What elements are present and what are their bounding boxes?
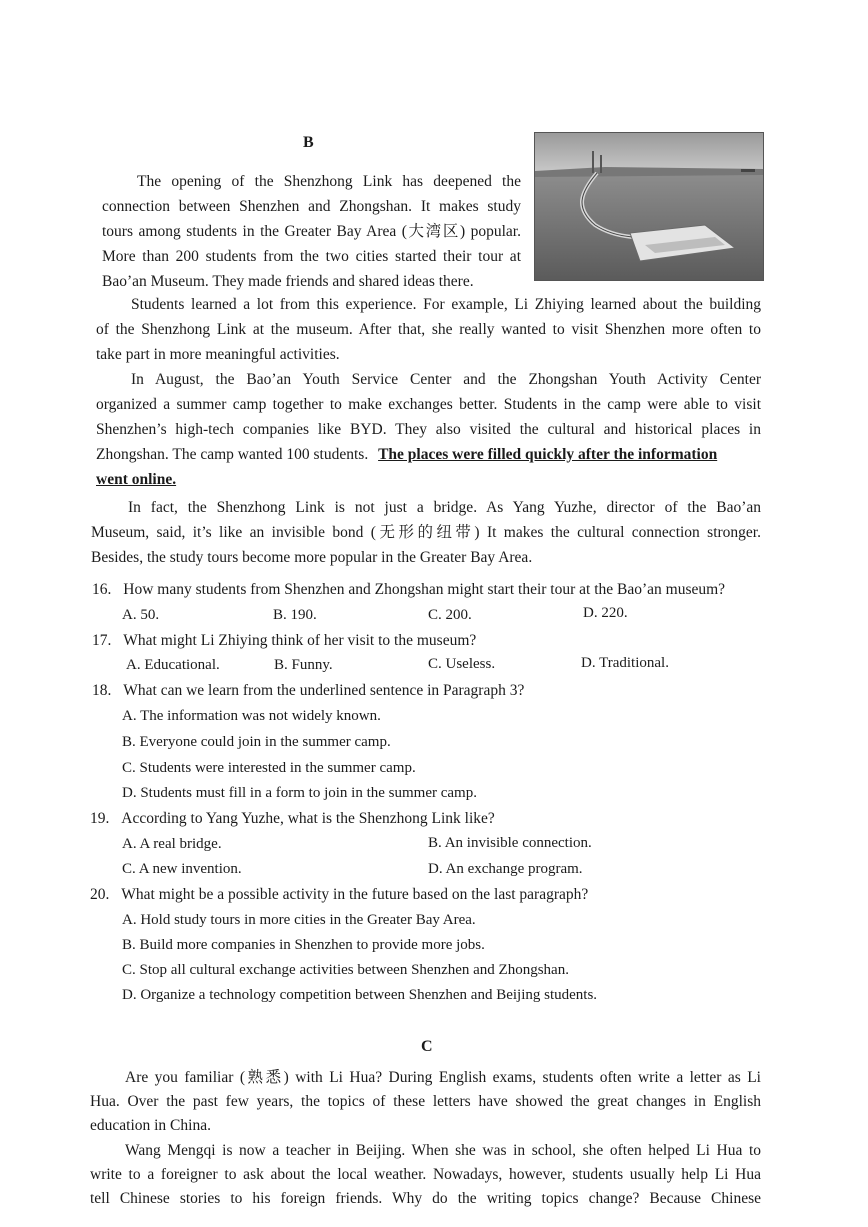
option-20b[interactable] [122, 937, 485, 954]
option-label: B. [122, 937, 136, 953]
option-text: Stop all cultural exchange activities between Shenzhen and Zhongshan. [139, 962, 569, 978]
option-text: An invisible connection. [444, 835, 592, 851]
question-text: What can we learn from the underlined sentence in Paragraph 3? [123, 682, 525, 699]
option-label: C. [122, 962, 136, 978]
option-label: C. [428, 656, 442, 672]
bridge-photo [534, 132, 764, 281]
section-c-p2-line: Wang Mengqi is now a teacher in Beijing. When she was in school, she often helped Li Hua to [125, 1142, 761, 1159]
option-label: A. [122, 607, 137, 623]
section-b-p3-line: Shenzhen’s high-tech companies like BYD. They also visited the cultural and historical places in [96, 421, 761, 438]
section-b-p1-line: tours among students in the Greater Bay Area (大湾区) popular. [102, 223, 521, 240]
question-17 [92, 632, 476, 650]
option-text: 190. [290, 607, 317, 623]
question-text: What might Li Zhiying think of her visit to the museum? [123, 632, 477, 649]
option-text: Build more companies in Shenzhen to provide more jobs. [139, 937, 485, 953]
option-label: B. [273, 607, 287, 623]
question-18 [92, 682, 524, 700]
option-16b[interactable] [273, 607, 317, 624]
option-text: 200. [445, 607, 472, 623]
option-text: A real bridge. [139, 836, 222, 852]
option-17a[interactable] [126, 657, 220, 674]
option-label: C. [122, 760, 136, 776]
option-16a[interactable] [122, 607, 159, 624]
option-text: Students were interested in the summer camp. [139, 760, 416, 776]
option-text: Everyone could join in the summer camp. [139, 734, 391, 750]
option-18b[interactable] [122, 734, 391, 751]
question-text: How many students from Shenzhen and Zhongshan might start their tour at the Bao’an museum? [123, 581, 726, 598]
section-b-p1-line: Bao’an Museum. They made friends and shared ideas there. [102, 273, 474, 290]
option-19b[interactable] [428, 835, 592, 852]
section-c-p1-line: Hua. Over the past few years, the topics of these letters have showed the great changes in English [90, 1093, 761, 1110]
option-text: 50. [140, 607, 160, 623]
option-label: D. [583, 605, 598, 621]
option-text: Useless. [445, 656, 496, 672]
section-b-p4-line: In fact, the Shenzhong Link is not just a bridge. As Yang Yuzhe, director of the Bao’an [128, 499, 761, 516]
option-20d[interactable] [122, 987, 597, 1004]
question-number: 17. [92, 632, 112, 649]
section-b-p3-plain-text: Zhongshan. The camp wanted 100 students. [96, 446, 369, 463]
option-label: A. [122, 912, 137, 928]
question-number: 20. [90, 886, 110, 903]
option-18a[interactable] [122, 708, 381, 725]
section-b-p4-line: Museum, said, it’s like an invisible bond (无形的纽带) It makes the cultural connection stronger. [91, 524, 761, 541]
section-b-p1-line: More than 200 students from the two cities started their tour at [102, 248, 521, 265]
section-c-p1-line: education in China. [90, 1117, 211, 1134]
option-17c[interactable] [428, 656, 495, 673]
option-label: A. [126, 657, 141, 673]
section-b-p3-line-4 [96, 442, 761, 467]
underlined-sentence-end: went online. [96, 471, 177, 488]
option-label: A. [122, 708, 137, 724]
question-19 [90, 810, 495, 828]
option-19d[interactable] [428, 861, 583, 878]
question-20 [90, 886, 588, 904]
option-label: B. [274, 657, 288, 673]
section-b-p3-line: In August, the Bao’an Youth Service Center and the Zhongshan Youth Activity Center [131, 371, 761, 388]
section-b-p1-line: connection between Shenzhen and Zhongshan. It makes study [102, 198, 521, 215]
option-text: Traditional. [599, 655, 669, 671]
section-c-p2-line: write to a foreigner to ask about the local weather. Nowadays, however, students usually help Li Hua [90, 1166, 761, 1183]
option-17b[interactable] [274, 657, 333, 674]
option-text: A new invention. [138, 861, 242, 877]
section-b-p4-line: Besides, the study tours become more popular in the Greater Bay Area. [91, 549, 533, 566]
option-label: A. [122, 836, 137, 852]
option-20a[interactable] [122, 912, 476, 929]
option-label: D. [122, 785, 137, 801]
question-number: 19. [90, 810, 110, 827]
option-label: D. [428, 861, 443, 877]
option-label: D. [581, 655, 596, 671]
option-19c[interactable] [122, 861, 242, 878]
option-18d[interactable] [122, 785, 477, 802]
option-19a[interactable] [122, 836, 222, 853]
option-text: An exchange program. [445, 861, 583, 877]
option-label: B. [428, 835, 442, 851]
option-text: Educational. [144, 657, 220, 673]
option-text: Funny. [291, 657, 333, 673]
option-text: Students must fill in a form to join in the summer camp. [140, 785, 477, 801]
option-20c[interactable] [122, 962, 569, 979]
section-c-p2-line: tell Chinese stories to his foreign friends. Why do the writing topics change? Because Chinese [90, 1190, 761, 1207]
section-b-p2-line: take part in more meaningful activities. [96, 346, 340, 363]
question-text: What might be a possible activity in the future based on the last paragraph? [121, 886, 589, 903]
question-16 [92, 581, 725, 599]
question-number: 18. [92, 682, 112, 699]
section-b-p1-line: The opening of the Shenzhong Link has deepened the [137, 173, 521, 190]
option-label: D. [122, 987, 137, 1003]
question-text: According to Yang Yuzhe, what is the Shenzhong Link like? [121, 810, 495, 827]
option-18c[interactable] [122, 760, 416, 777]
question-number: 16. [92, 581, 112, 598]
section-c-p1-line: Are you familiar (熟悉) with Li Hua? During English exams, students often write a letter as Li [125, 1069, 761, 1086]
section-b-p2-line: Students learned a lot from this experience. For example, Li Zhiying learned about the building [131, 296, 761, 313]
option-16d[interactable] [583, 605, 628, 622]
option-17d[interactable] [581, 655, 669, 672]
option-16c[interactable] [428, 607, 472, 624]
bridge-illustration [535, 133, 763, 280]
option-label: C. [122, 861, 136, 877]
underlined-sentence: The places were filled quickly after the information [378, 446, 718, 463]
option-text: Organize a technology competition between Shenzhen and Beijing students. [140, 987, 598, 1003]
section-b-p3-line: organized a summer camp together to make exchanges better. Students in the camp were able to visit [96, 396, 761, 413]
section-b-p2-line: of the Shenzhong Link at the museum. After that, she really wanted to visit Shenzhen more often to [96, 321, 761, 338]
option-text: 220. [601, 605, 628, 621]
option-label: C. [428, 607, 442, 623]
option-text: The information was not widely known. [140, 708, 381, 724]
section-b-heading: B [303, 134, 314, 151]
option-text: Hold study tours in more cities in the Greater Bay Area. [140, 912, 476, 928]
section-c-heading: C [421, 1038, 433, 1055]
option-label: B. [122, 734, 136, 750]
